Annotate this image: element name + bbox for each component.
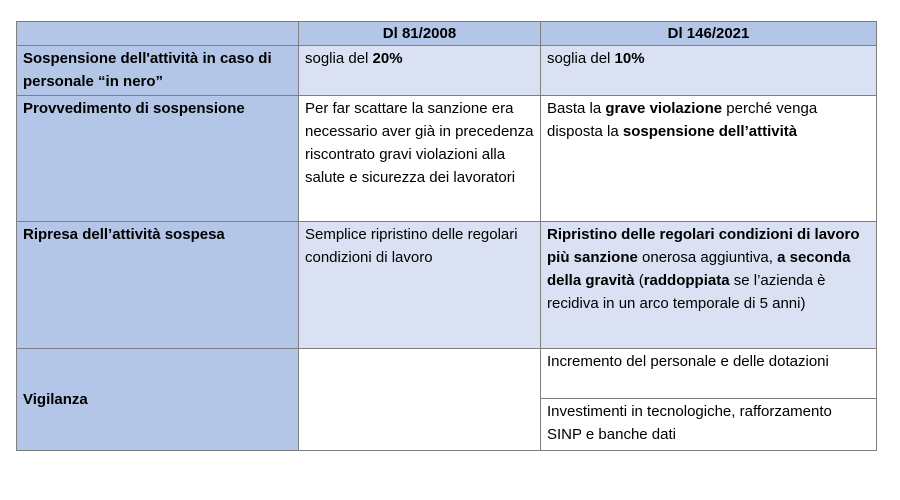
header-dl81: Dl 81/2008	[299, 22, 541, 46]
row-label-provvedimento: Provvedimento di sospensione	[17, 96, 299, 222]
cell-dl81-sospensione: soglia del 20%	[299, 46, 541, 96]
table-row	[17, 46, 877, 96]
table-row	[17, 349, 877, 399]
row-label-vigilanza: Vigilanza	[17, 349, 299, 451]
row-label-sospensione: Sospensione dell'attività in caso di personale “in nero”	[17, 46, 299, 96]
cell-dl146-vigilanza-b: Investimenti in tecnologiche, rafforzamento SINP e banche dati	[541, 399, 877, 451]
cell-dl81-ripresa: Semplice ripristino delle regolari condizioni di lavoro	[299, 222, 541, 349]
cell-dl146-provvedimento: Basta la grave violazione perché venga disposta la sospensione dell’attività	[541, 96, 877, 222]
cell-dl81-vigilanza	[299, 349, 541, 451]
cell-dl146-vigilanza-a: Incremento del personale e delle dotazioni	[541, 349, 877, 399]
table-row	[17, 222, 877, 349]
comparison-table	[16, 21, 877, 451]
header-dl146: Dl 146/2021	[541, 22, 877, 46]
header-row	[17, 22, 877, 46]
cell-dl146-ripresa: Ripristino delle regolari condizioni di lavoro più sanzione onerosa aggiuntiva, a seconda della gravità (raddoppiata se l’azienda è recidiva in un arco temporale di 5 anni)	[541, 222, 877, 349]
header-corner-cell	[17, 22, 299, 46]
table-row	[17, 96, 877, 222]
row-label-ripresa: Ripresa dell’attività sospesa	[17, 222, 299, 349]
cell-dl81-provvedimento: Per far scattare la sanzione era necessario aver già in precedenza riscontrato gravi violazioni alla salute e sicurezza dei lavoratori	[299, 96, 541, 222]
cell-dl146-sospensione: soglia del 10%	[541, 46, 877, 96]
